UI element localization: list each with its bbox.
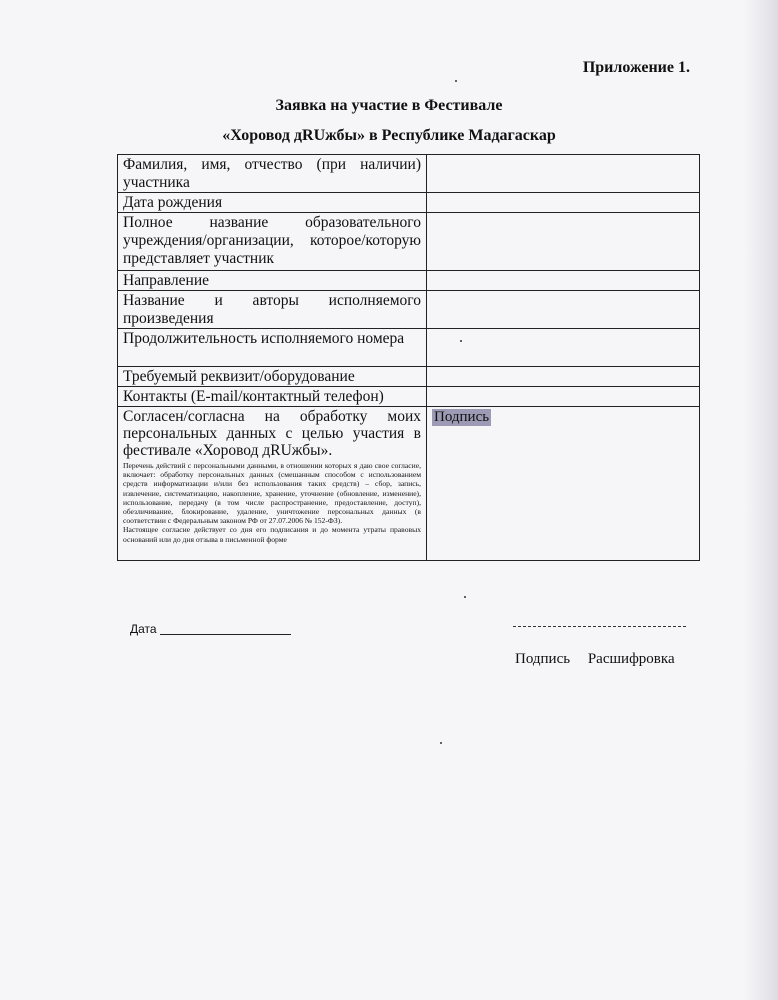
table-row bbox=[118, 213, 700, 271]
table-row bbox=[118, 367, 700, 387]
date-label: Дата bbox=[130, 622, 157, 636]
scan-edge-shadow bbox=[744, 0, 778, 1000]
form-title: Заявка на участие в Фестивале bbox=[275, 97, 503, 114]
duration-field[interactable] bbox=[427, 329, 700, 367]
signature-caption: Подпись bbox=[515, 651, 571, 667]
table-row bbox=[118, 271, 700, 291]
organization-field[interactable] bbox=[427, 213, 700, 271]
piece-field[interactable] bbox=[427, 291, 700, 329]
scan-speck bbox=[460, 340, 462, 342]
date-input-line[interactable] bbox=[160, 634, 291, 635]
consent-statement: Согласен/согласна на обработку моих персональных данных с целью участия в фестивале «Хоровод дRUжбы». bbox=[123, 408, 421, 459]
table-row bbox=[118, 407, 700, 561]
row-label-duration: Продолжительность исполняемого номера bbox=[118, 329, 427, 367]
row-label-equipment: Требуемый реквизит/оборудование bbox=[118, 367, 427, 387]
row-label-organization: Полное название образовательного учреждения/организации, которое/которую представляет участник bbox=[118, 213, 427, 271]
row-label-piece: Название и авторы исполняемого произведения bbox=[118, 291, 427, 329]
table-row bbox=[118, 291, 700, 329]
scan-speck bbox=[455, 80, 457, 82]
table-row bbox=[118, 329, 700, 367]
direction-field[interactable] bbox=[427, 271, 700, 291]
festival-name: «Хоровод дRUжбы» в Республике Мадагаскар bbox=[222, 127, 556, 144]
table-row bbox=[118, 387, 700, 407]
appendix-label: Приложение 1. bbox=[582, 59, 690, 76]
consent-validity: Настоящее согласие действует со дня его подписания и до момента утраты правовых оснований или до дня отзыва в письменной форме bbox=[123, 525, 421, 544]
birth-date-field[interactable] bbox=[427, 193, 700, 213]
scan-speck bbox=[464, 596, 466, 598]
row-label-direction: Направление bbox=[118, 271, 427, 291]
signature-input-line[interactable] bbox=[513, 626, 686, 627]
row-label-contacts: Контакты (E-mail/контактный телефон) bbox=[118, 387, 427, 407]
consent-details: Перечень действий с персональными данными, в отношении которых я даю свое согласие, включает: обработку персональных данных (смешанным способом с использованием средств информатизации и/или без использования таких средств) – сбор, запись, извлечение, систематизацию, накопление, хранение, уточнение (обновление, изменение), использование, передачу (в том числе распространение, предоставление, доступ), обезличивание, блокирование, удаление, уничтожение персональных данных (в соответствии с Федеральным законом РФ от 27.07.2006 № 152-ФЗ). bbox=[123, 461, 421, 526]
row-label-birth-date: Дата рождения bbox=[118, 193, 427, 213]
consent-signature-label: Подпись bbox=[434, 409, 490, 425]
decoding-caption: Расшифровка bbox=[587, 651, 675, 667]
scan-speck bbox=[440, 742, 442, 744]
row-label-full-name: Фамилия, имя, отчество (при наличии) участника bbox=[118, 155, 427, 193]
contacts-field[interactable] bbox=[427, 387, 700, 407]
application-table bbox=[117, 154, 700, 561]
table-row bbox=[118, 193, 700, 213]
full-name-field[interactable] bbox=[427, 155, 700, 193]
table-row bbox=[118, 155, 700, 193]
signature-captions bbox=[515, 651, 675, 668]
consent-signature-cell[interactable] bbox=[427, 407, 700, 561]
consent-cell bbox=[118, 407, 427, 561]
equipment-field[interactable] bbox=[427, 367, 700, 387]
